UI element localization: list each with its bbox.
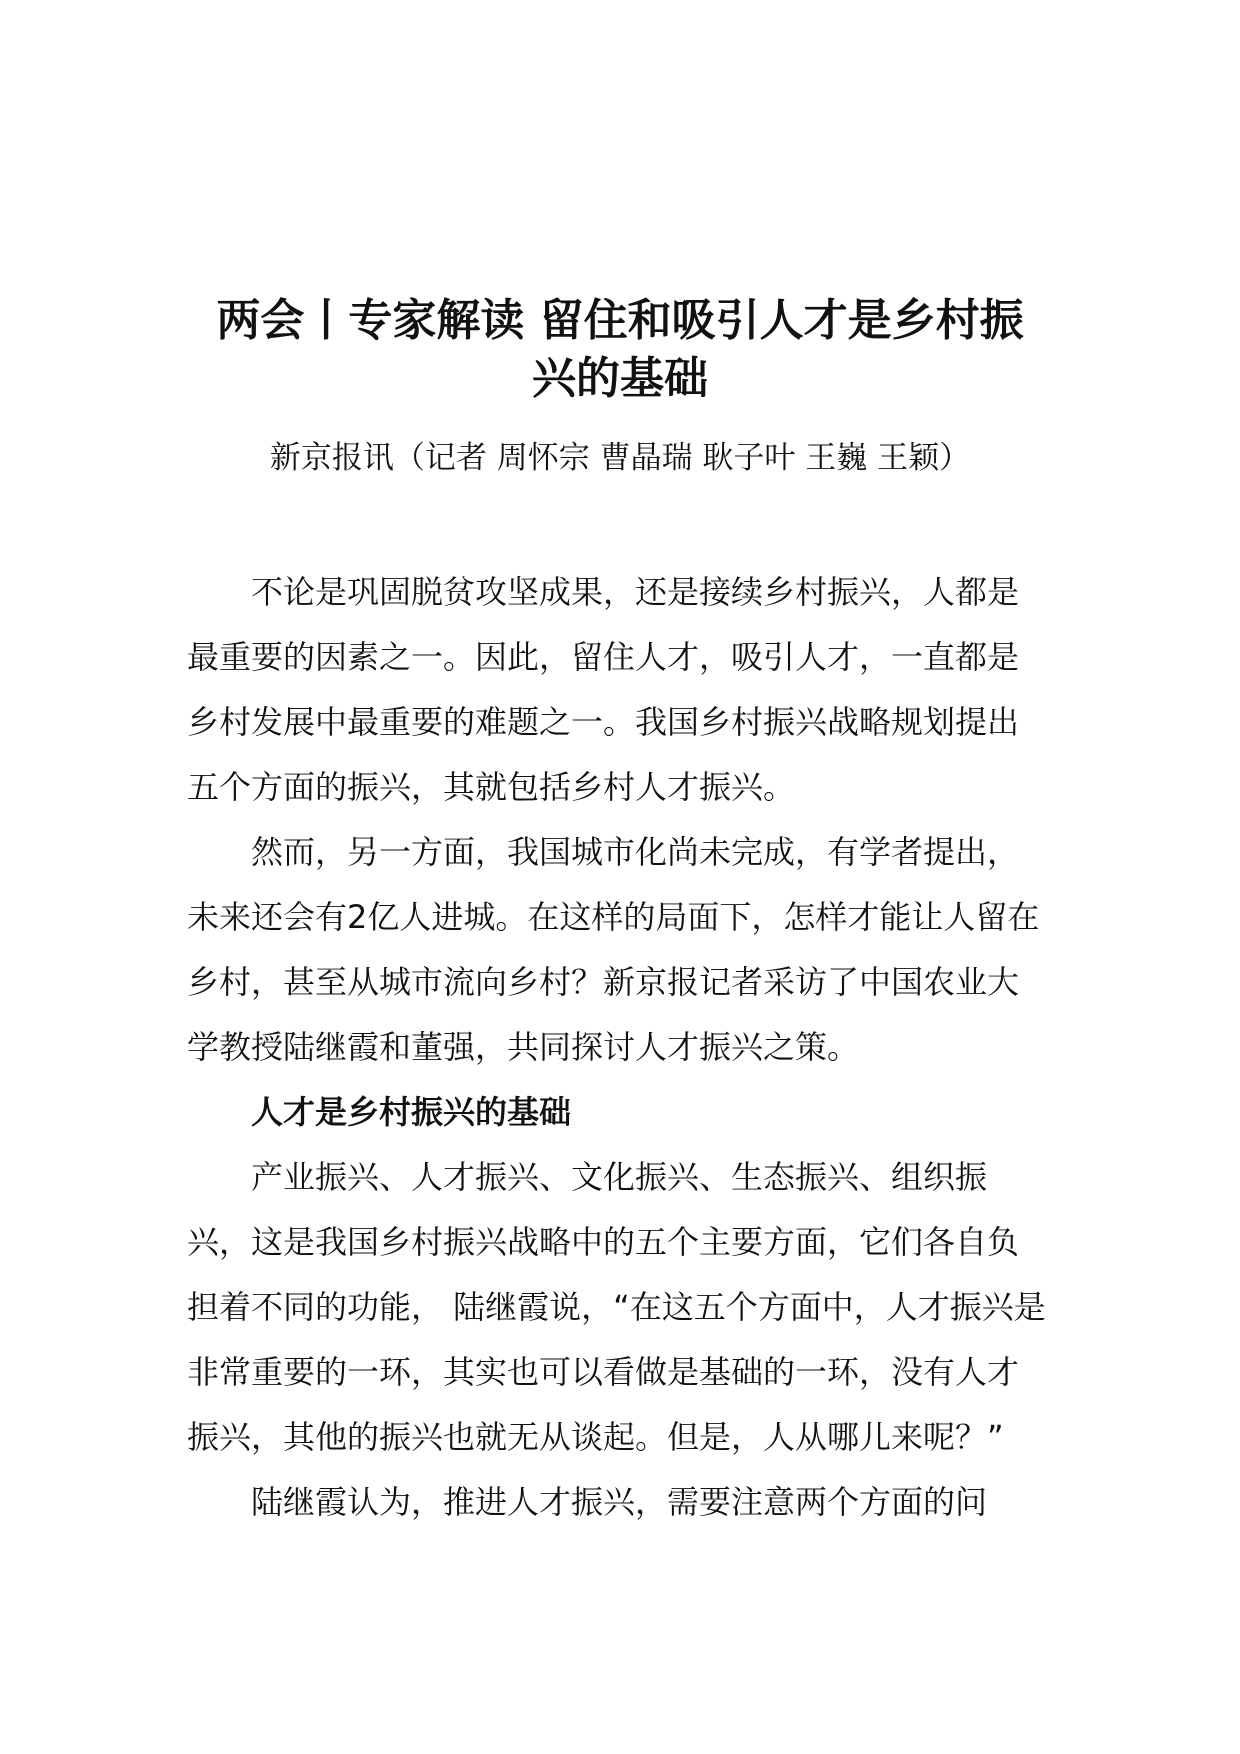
paragraph: 陆继霞认为，推进人才振兴，需要注意两个方面的问 [251, 1483, 988, 1521]
article-title-line-2: 兴的基础 [532, 353, 708, 404]
paragraph: 然而，另一方面，我国城市化尚未完成，有学者提出，未来还会有2亿人进城。在这样的局面下，怎样才能让人留在乡村，甚至从城市流向乡村？新京报记者采访了中国农业大学教授陆继霞和董强，共同探讨人才振兴之策。 [187, 833, 1040, 1066]
article-title-line-1: 两会丨专家解读 留住和吸引人才是乡村振 [216, 295, 1024, 346]
paragraph: 产业振兴、人才振兴、文化振兴、生态振兴、组织振兴，这是我国乡村振兴战略中的五个主要方面，它们各自负担着不同的功能， 陆继霞说，“在这五个方面中，人才振兴是非常重要的一环，其实也可以看做是基础的一环，没有人才振兴，其他的振兴也就无从谈起。但是，人从哪儿来呢？” [187, 1158, 1046, 1456]
article-body [187, 560, 1049, 1535]
byline: 新京报讯（记者 周怀宗 曹晶瑞 耿子叶 王巍 王颖） [269, 440, 971, 476]
paragraph: 不论是巩固脱贫攻坚成果，还是接续乡村振兴，人都是最重要的因素之一。因此，留住人才，吸引人才，一直都是乡村发展中最重要的难题之一。我国乡村振兴战略规划提出五个方面的振兴，其就包括乡村人才振兴。 [187, 573, 1020, 806]
section-heading: 人才是乡村振兴的基础 [251, 1093, 572, 1131]
article-title [190, 292, 1050, 408]
